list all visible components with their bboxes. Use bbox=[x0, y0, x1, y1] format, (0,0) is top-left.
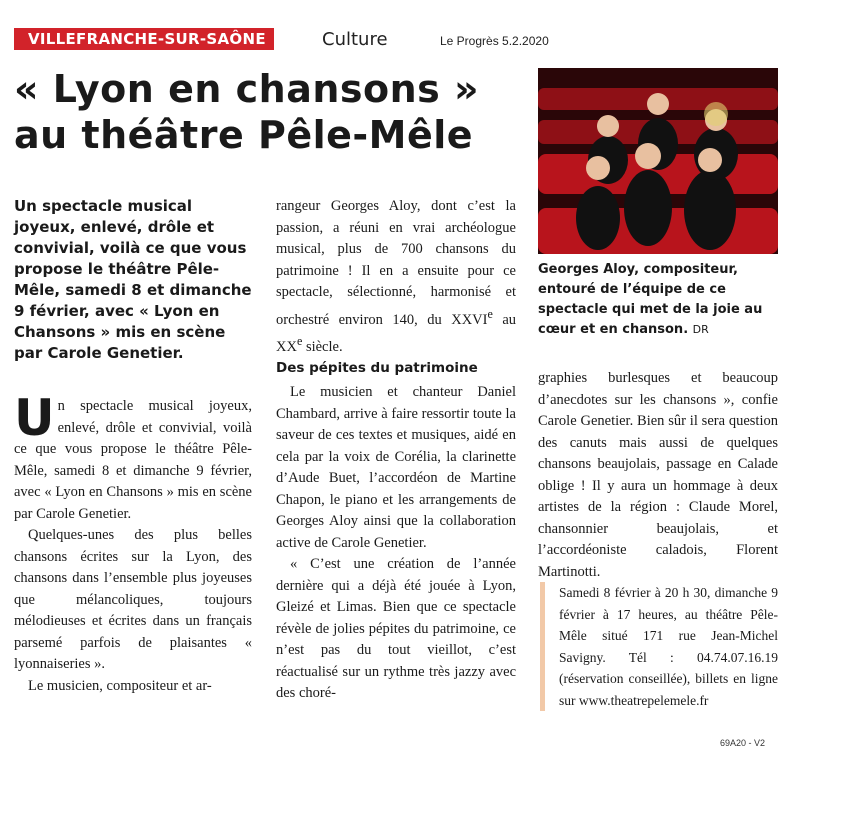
source-date: Le Progrès 5.2.2020 bbox=[440, 34, 549, 48]
column-3 bbox=[538, 368, 778, 583]
headline bbox=[14, 66, 534, 158]
caption-text: Georges Aloy, compositeur, entouré de l’équipe de ce spectacle qui met de la joie au cœur et en chanson. bbox=[538, 262, 763, 337]
town-banner: VILLEFRANCHE-SUR-SAÔNE bbox=[14, 28, 274, 50]
photo-credit: DR bbox=[692, 323, 709, 336]
section-label: Culture bbox=[322, 29, 388, 50]
headline-line-2: au théâtre Pêle-Mêle bbox=[14, 113, 474, 157]
paragraph-3-start: Le musicien, compositeur et ar- bbox=[28, 677, 212, 694]
lead-paragraph: Un spectacle musical joyeux, enlevé, drôle et convivial, voilà ce que vous propose le théâtre Pêle-Mêle, samedi 8 et dimanche 9 février, avec « Lyon en Chansons » mis en scène par Carole Genetier. bbox=[14, 197, 252, 362]
column-1 bbox=[14, 389, 252, 697]
paragraph-4: Le musicien et chanteur Daniel Chambard, arrive à faire ressortir toute la saveur de ces textes et musiques, aidé en cela par la voix de Corélia, la clarinette d’Aude Buet, l’accordéon de Martine Chapon, le piano et les arrangements de Georges Aloy ainsi que la collaboration active de Carole Genetier. bbox=[276, 384, 516, 551]
drop-cap: U bbox=[14, 389, 55, 447]
photo-caption bbox=[538, 260, 778, 340]
column-2-top bbox=[276, 196, 516, 358]
headline-line-1: « Lyon en chansons » bbox=[14, 67, 480, 111]
cast-photo bbox=[538, 68, 778, 254]
page-code: 69A20 - V2 bbox=[720, 738, 766, 748]
paragraph-1: n spectacle musical joyeux, enlevé, drôle et convivial, voilà ce que vous propose le théâtre Pêle-Mêle, samedi 8 et dimanche 9 février, avec « Lyon en Chansons » mis en scène par Carole Genetier. bbox=[14, 398, 252, 522]
paragraph-2: Quelques-unes des plus belles chansons écrites sur la Lyon, des chansons dans l’ensemble plus joyeuses que mélancoliques, toujours mélodieuses et écrites dans un français parsemé parfois de plaisantes « lyonnaiseries ». bbox=[14, 527, 252, 672]
column-2-bottom bbox=[276, 382, 516, 705]
subheading: Des pépites du patrimoine bbox=[276, 360, 478, 376]
paragraph-5-end: graphies burlesques et beaucoup d’anecdotes sur les chansons », confie Carole Genetier. Bien sûr il sera question des canuts mais aussi de quelques chansons beaujolais, passage en Calade oblige ! Il y aura un hommage à deux artistes de la région : Claude Morel, chansonnier beaujolais, et l’accordéoniste caladois, Florent Martinotti. bbox=[538, 370, 778, 580]
practical-info-box: Samedi 8 février à 20 h 30, dimanche 9 février à 17 heures, au théâtre Pêle-Mêle situé 171 rue Jean-Michel Savigny. Tél : 04.74.07.16.19 (réservation conseillée), billets en ligne sur www.theatrepelemele.fr bbox=[540, 582, 778, 711]
paragraph-3-end: rangeur Georges Aloy, dont c’est la passion, a réuni en vrai archéologue musical, plus de 700 chansons du patrimoine ! Il en a ensuite pour ce spectacle, sélectionné, harmonisé et orchestré environ 140, du XXVIe au XXe siècle. bbox=[276, 198, 517, 355]
paragraph-5-start: « C’est une création de l’année dernière qui a déjà été jouée à Lyon, Gleizé et Limas. Bien que ce spectacle révèle de jolies pépites du patrimoine, ce n’est pas du tout vieillot, c’est réactualisé sur un rythme très jazzy avec des choré- bbox=[276, 556, 516, 701]
theatre-seats-illustration bbox=[538, 68, 778, 254]
